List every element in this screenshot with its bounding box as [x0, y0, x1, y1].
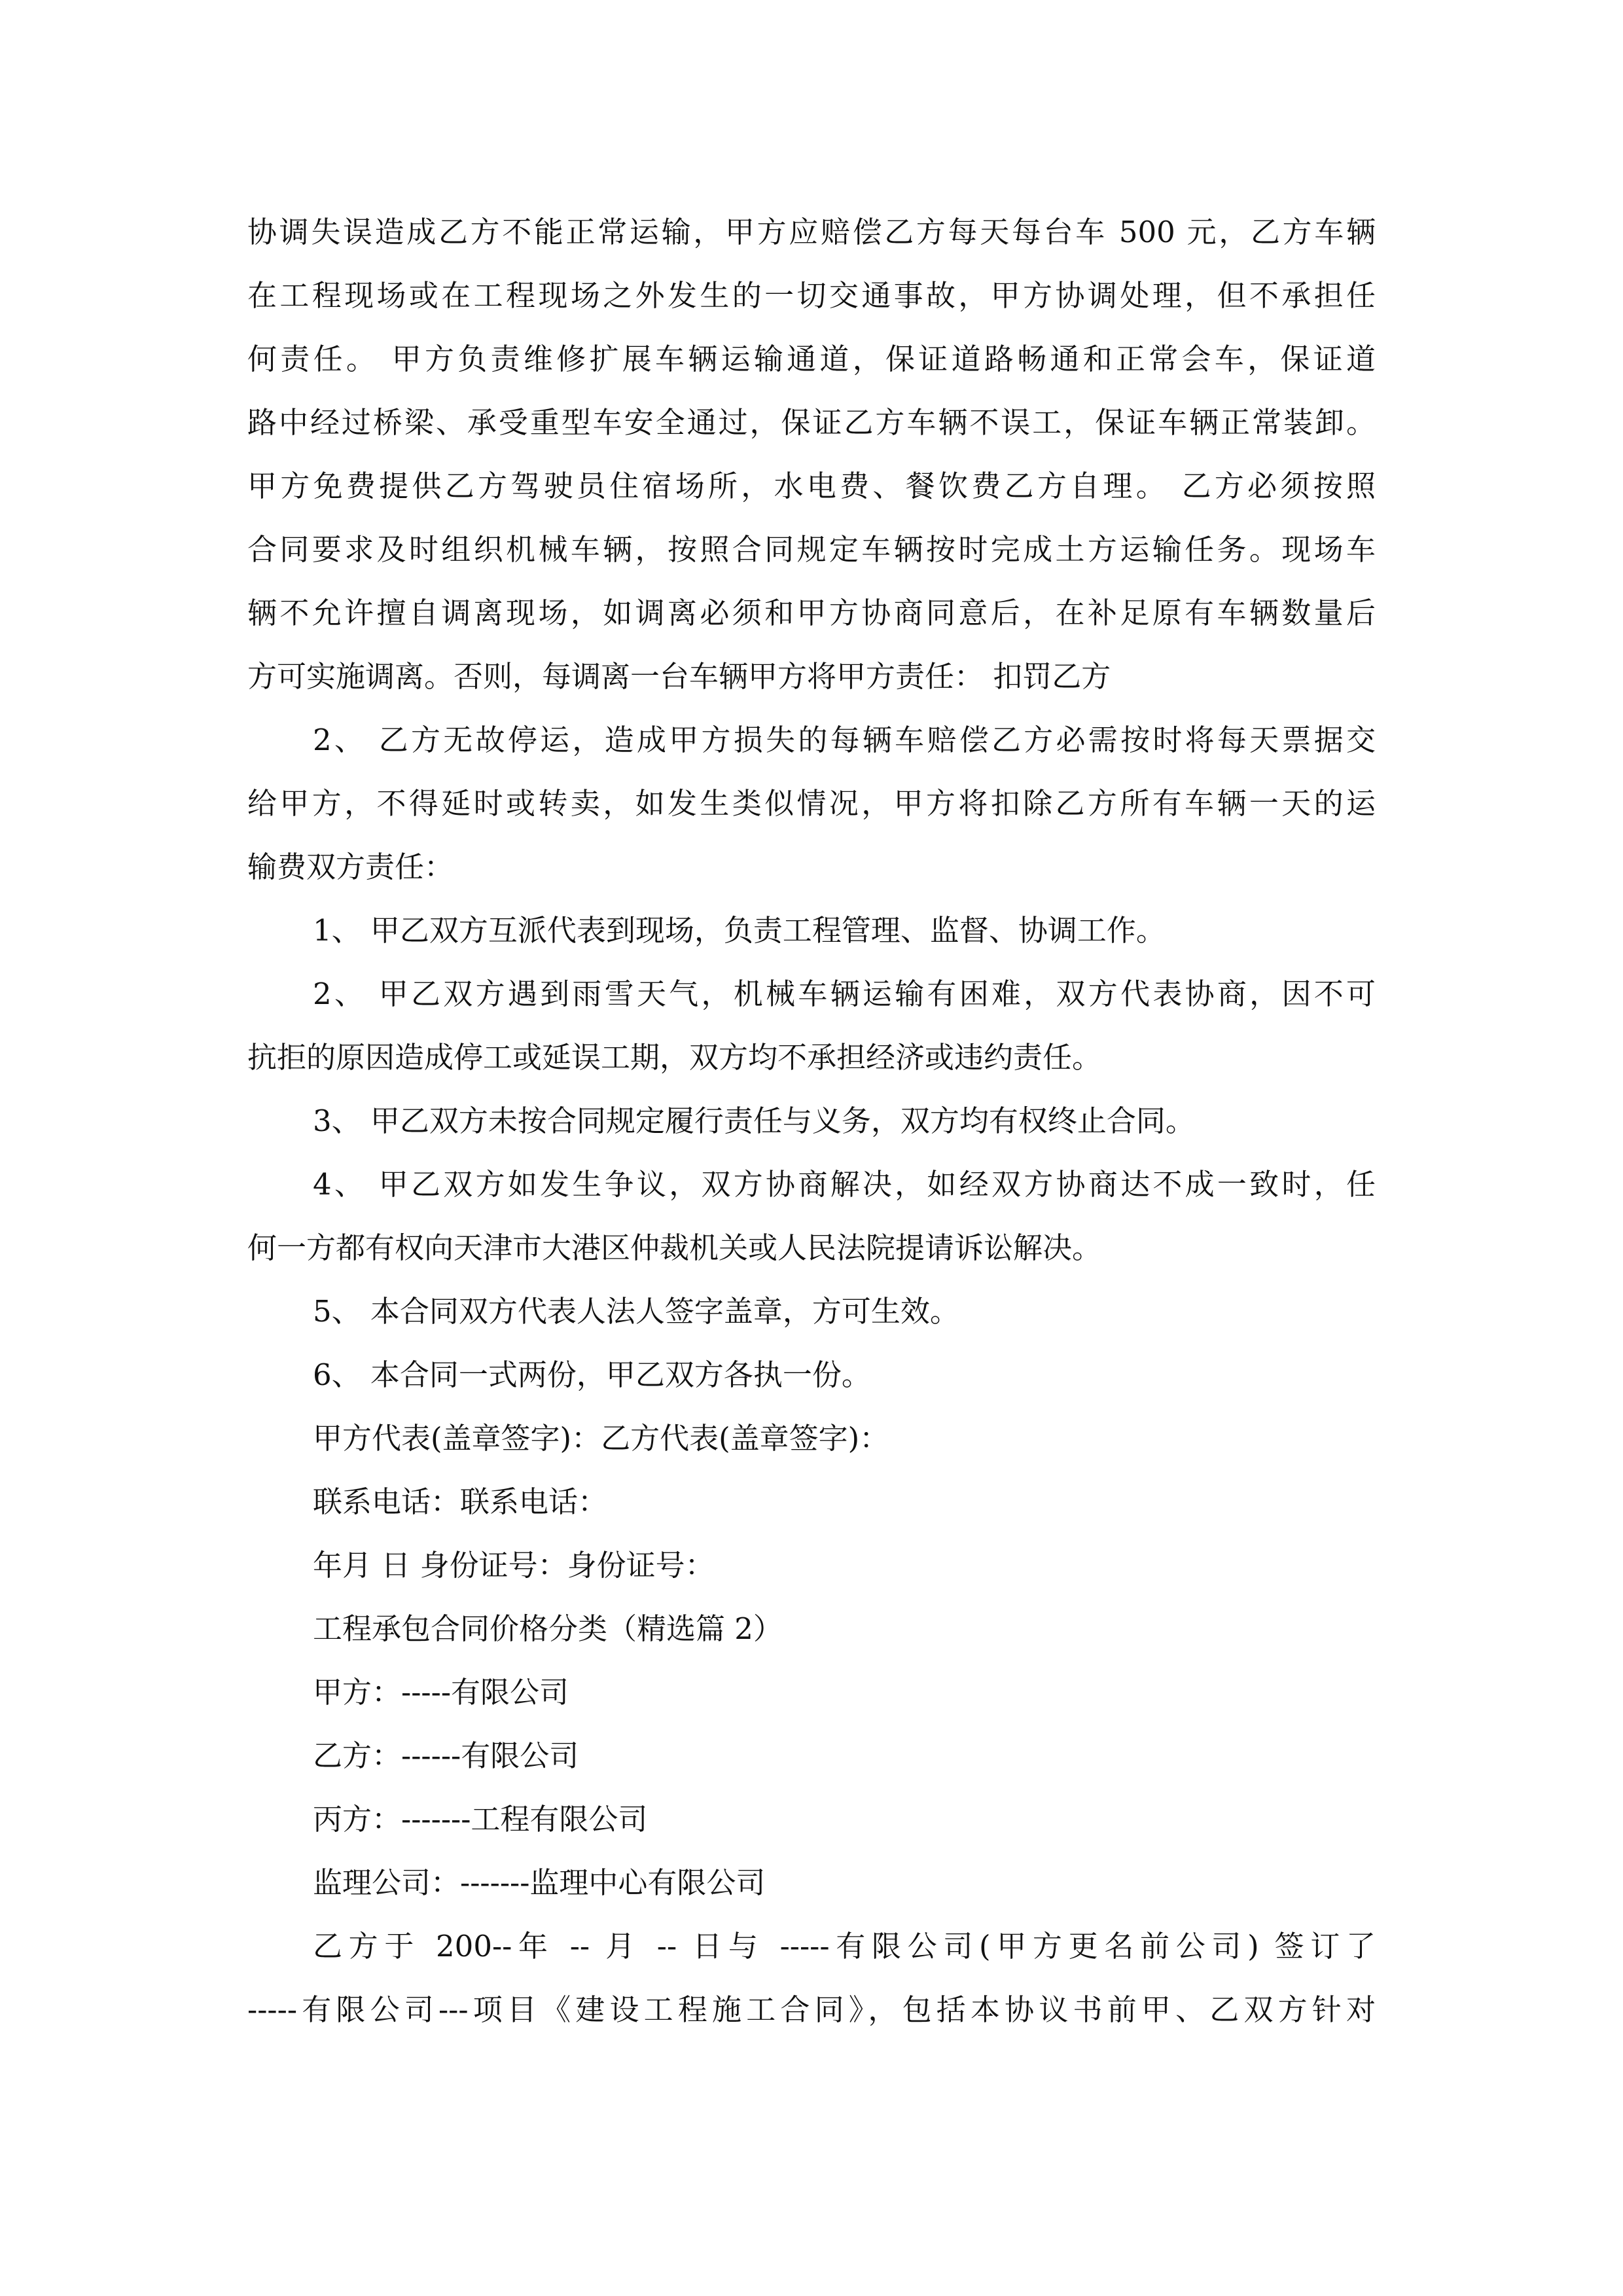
date-id-line: 年月 日 身份证号：身份证号： — [313, 1548, 715, 1583]
body-line-7: 辆不允许擅自调离现场，如调离必须和甲方协商同意后，在补足原有车辆数量后 — [247, 596, 1376, 630]
duty-1-line: 1、 甲乙双方互派代表到现场，负责工程管理、监督、协调工作。 — [313, 913, 1166, 948]
body-line-5: 甲方免费提供乙方驾驶员住宿场所，水电费、餐饮费乙方自理。 乙方必须按照 — [247, 469, 1376, 503]
body-line-2: 在工程现场或在工程现场之外发生的一切交通事故，甲方协调处理，但不承担任 — [247, 278, 1376, 313]
party-c-line: 丙方：-------工程有限公司 — [313, 1802, 648, 1837]
body-line-4: 路中经过桥梁、承受重型车安全通过，保证乙方车辆不误工，保证车辆正常装卸。 — [247, 405, 1376, 440]
duty-2-line-2: 抗拒的原因造成停工或延误工期，双方均不承担经济或违约责任。 — [247, 1040, 1102, 1075]
agreement-line-2: -----有限公司---项目《建设工程施工合同》，包括本协议书前甲、乙双方针对 — [247, 1992, 1376, 2027]
duty-2-line-1: 2、 甲乙双方遇到雨雪天气，机械车辆运输有困难，双方代表协商，因不可 — [313, 977, 1376, 1011]
duty-5-line: 5、 本合同双方代表人法人签字盖章，方可生效。 — [313, 1294, 959, 1329]
body-line-1: 协调失误造成乙方不能正常运输，甲方应赔偿乙方每天每台车 500 元，乙方车辆 — [247, 215, 1376, 249]
supervisor-line: 监理公司：-------监理中心有限公司 — [313, 1865, 766, 1900]
phone-line: 联系电话：联系电话： — [313, 1484, 608, 1519]
signature-line: 甲方代表(盖章签字)：乙方代表(盖章签字)： — [313, 1421, 889, 1456]
duty-4-line-1: 4、 甲乙双方如发生争议，双方协商解决，如经双方协商达不成一致时，任 — [313, 1167, 1376, 1202]
duty-4-line-2: 何一方都有权向天津市大港区仲裁机关或人民法院提请诉讼解决。 — [247, 1230, 1102, 1265]
clause-2-line-2: 给甲方，不得延时或转卖，如发生类似情况，甲方将扣除乙方所有车辆一天的运 — [247, 786, 1376, 821]
clause-2-line-1: 2、 乙方无故停运，造成甲方损失的每辆车赔偿乙方必需按时将每天票据交 — [313, 723, 1376, 757]
section-heading: 工程承包合同价格分类（精选篇 2） — [313, 1611, 783, 1646]
body-line-8: 方可实施调离。否则，每调离一台车辆甲方将甲方责任： 扣罚乙方 — [247, 659, 1111, 694]
document-body — [247, 200, 1376, 2041]
party-b-line: 乙方：------有限公司 — [313, 1738, 579, 1773]
agreement-line-1: 乙方于 200--年 -- 月 -- 日与 -----有限公司(甲方更名前公司) 签订了 — [313, 1929, 1376, 1964]
body-line-3: 何责任。 甲方负责维修扩展车辆运输通道，保证道路畅通和正常会车，保证道 — [247, 342, 1376, 376]
duty-6-line: 6、 本合同一式两份，甲乙双方各执一份。 — [313, 1357, 871, 1392]
body-line-6: 合同要求及时组织机械车辆，按照合同规定车辆按时完成土方运输任务。现场车 — [247, 532, 1376, 567]
party-a-line: 甲方：-----有限公司 — [313, 1675, 569, 1710]
clause-2-line-3: 输费双方责任： — [247, 850, 454, 884]
duty-3-line: 3、 甲乙双方未按合同规定履行责任与义务，双方均有权终止合同。 — [313, 1103, 1195, 1138]
